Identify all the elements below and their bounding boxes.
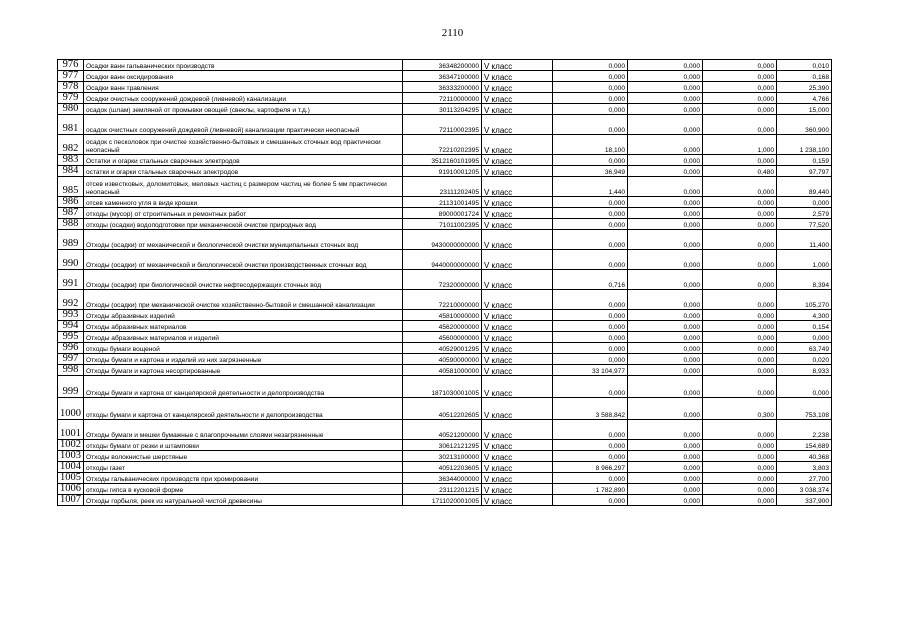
value-3: 0,000: [703, 115, 777, 135]
row-number: 996: [58, 343, 84, 354]
waste-name: Отходы (осадки) при биологической очистке нефтесодержащих сточных вод: [84, 270, 403, 290]
value-4: 15,000: [777, 104, 832, 115]
hazard-class: V класс: [482, 104, 553, 115]
row-number: 1000: [58, 398, 84, 420]
table-row: [58, 343, 832, 354]
hazard-class: V класс: [482, 177, 553, 197]
value-2: 0,000: [628, 115, 703, 135]
table-row: [58, 332, 832, 343]
table-row: [58, 376, 832, 398]
value-2: 0,000: [628, 230, 703, 250]
value-3: 0,000: [703, 155, 777, 166]
table-row: [58, 420, 832, 440]
waste-code: 45620000000: [403, 321, 482, 332]
hazard-class: V класс: [482, 495, 553, 506]
value-4: 4,300: [777, 310, 832, 321]
value-1: 0,000: [553, 115, 628, 135]
waste-name: отходы бумаги от резки и штамповки: [84, 440, 403, 451]
waste-code: 9440000000000: [403, 250, 482, 270]
hazard-class: V класс: [482, 155, 553, 166]
value-4: 11,400: [777, 230, 832, 250]
value-3: 0,000: [703, 250, 777, 270]
table-row: [58, 93, 832, 104]
table-row: [58, 115, 832, 135]
waste-code: 45600000000: [403, 332, 482, 343]
value-4: 63,749: [777, 343, 832, 354]
value-1: 0,000: [553, 60, 628, 71]
waste-name: Отходы бумаги и картона от канцелярской деятельности и делопроизводства: [84, 376, 403, 398]
row-number: 990: [58, 250, 84, 270]
value-3: 0,000: [703, 451, 777, 462]
row-number: 985: [58, 177, 84, 197]
hazard-class: V класс: [482, 270, 553, 290]
waste-name: Отходы абразивных изделий: [84, 310, 403, 321]
hazard-class: V класс: [482, 343, 553, 354]
hazard-class: V класс: [482, 332, 553, 343]
row-number: 997: [58, 354, 84, 365]
value-2: 0,000: [628, 104, 703, 115]
waste-code: 3512160101995: [403, 155, 482, 166]
value-4: 3,803: [777, 462, 832, 473]
value-2: 0,000: [628, 93, 703, 104]
value-2: 0,000: [628, 197, 703, 208]
value-4: 97,797: [777, 166, 832, 177]
waste-code: 71011002395: [403, 219, 482, 230]
value-1: 0,000: [553, 354, 628, 365]
row-number: 988: [58, 219, 84, 230]
waste-code: 72110002395: [403, 115, 482, 135]
waste-name: осадок (шлам) земляной от промывки овощей (свеклы, картофеля и т.д.): [84, 104, 403, 115]
value-3: 1,000: [703, 135, 777, 155]
waste-name: осадок очистных сооружений дождевой (ливневой) канализации практически неопасный: [84, 115, 403, 135]
value-3: 0,000: [703, 365, 777, 376]
hazard-class: V класс: [482, 250, 553, 270]
waste-name: Осадки ванн гальванических производств: [84, 60, 403, 71]
hazard-class: V класс: [482, 365, 553, 376]
value-2: 0,000: [628, 166, 703, 177]
value-2: 0,000: [628, 208, 703, 219]
row-number: 995: [58, 332, 84, 343]
value-4: 27,700: [777, 473, 832, 484]
value-2: 0,000: [628, 343, 703, 354]
value-3: 0,000: [703, 82, 777, 93]
hazard-class: V класс: [482, 115, 553, 135]
waste-name: отходы гипса в кусковой форме: [84, 484, 403, 495]
row-number: 980: [58, 104, 84, 115]
value-2: 0,000: [628, 462, 703, 473]
waste-code: 72110000000: [403, 93, 482, 104]
row-number: 987: [58, 208, 84, 219]
waste-name: Остатки и огарки стальных сварочных электродов: [84, 155, 403, 166]
waste-name: Отходы (осадки) при механической очистке хозяйственно-бытовой и смешанной канализации: [84, 290, 403, 310]
value-1: 3 588,842: [553, 398, 628, 420]
value-1: 0,000: [553, 208, 628, 219]
table-row: [58, 451, 832, 462]
value-4: 25,390: [777, 82, 832, 93]
waste-code: 40581000000: [403, 365, 482, 376]
value-1: 0,000: [553, 343, 628, 354]
hazard-class: V класс: [482, 451, 553, 462]
value-1: 0,000: [553, 473, 628, 484]
waste-code: 40590000000: [403, 354, 482, 365]
value-4: 8,394: [777, 270, 832, 290]
value-3: 0,000: [703, 354, 777, 365]
hazard-class: V класс: [482, 473, 553, 484]
table-row: [58, 197, 832, 208]
waste-code: 23112201215: [403, 484, 482, 495]
table-row: [58, 310, 832, 321]
row-number: 991: [58, 270, 84, 290]
value-2: 0,000: [628, 177, 703, 197]
waste-name: Отходы (осадки) от механической и биологической очистки муниципальных сточных вод: [84, 230, 403, 250]
value-2: 0,000: [628, 310, 703, 321]
page-number: 2110: [441, 27, 464, 39]
value-2: 0,000: [628, 290, 703, 310]
value-4: 337,900: [777, 495, 832, 506]
waste-code: 30612121295: [403, 440, 482, 451]
waste-name: Отходы абразивных материалов и изделий: [84, 332, 403, 343]
value-2: 0,000: [628, 321, 703, 332]
row-number: 977: [58, 71, 84, 82]
value-1: 0,000: [553, 197, 628, 208]
hazard-class: V класс: [482, 219, 553, 230]
value-1: 0,000: [553, 219, 628, 230]
value-2: 0,000: [628, 155, 703, 166]
row-number: 999: [58, 376, 84, 398]
table-row: [58, 270, 832, 290]
hazard-class: V класс: [482, 82, 553, 93]
row-number: 1002: [58, 440, 84, 451]
row-number: 993: [58, 310, 84, 321]
value-4: 3 038,374: [777, 484, 832, 495]
value-3: 0,000: [703, 495, 777, 506]
table-row: [58, 60, 832, 71]
value-1: 0,000: [553, 310, 628, 321]
table-row: [58, 230, 832, 250]
waste-name: Отходы (осадки) от механической и биологической очистки производственных сточных вод: [84, 250, 403, 270]
hazard-class: V класс: [482, 208, 553, 219]
hazard-class: V класс: [482, 71, 553, 82]
waste-table: [57, 59, 832, 506]
value-3: 0,000: [703, 343, 777, 354]
waste-code: 45810000000: [403, 310, 482, 321]
table-row: [58, 440, 832, 451]
value-2: 0,000: [628, 420, 703, 440]
value-2: 0,000: [628, 135, 703, 155]
row-number: 1006: [58, 484, 84, 495]
value-1: 0,000: [553, 451, 628, 462]
waste-code: 1871030001005: [403, 376, 482, 398]
waste-name: отходы (мусор) от строительных и ремонтных работ: [84, 208, 403, 219]
value-4: 0,168: [777, 71, 832, 82]
value-4: 77,520: [777, 219, 832, 230]
waste-name: отходы бумаги и картона от канцелярской деятельности и делопроизводства: [84, 398, 403, 420]
value-1: 0,000: [553, 440, 628, 451]
table-row: [58, 71, 832, 82]
row-number: 998: [58, 365, 84, 376]
hazard-class: V класс: [482, 93, 553, 104]
value-1: 0,716: [553, 270, 628, 290]
value-1: 1,440: [553, 177, 628, 197]
value-3: 0,480: [703, 166, 777, 177]
value-3: 0,000: [703, 290, 777, 310]
value-2: 0,000: [628, 250, 703, 270]
value-3: 0,000: [703, 177, 777, 197]
waste-name: Отходы бумаги и картона и изделий из них загрязненные: [84, 354, 403, 365]
hazard-class: V класс: [482, 135, 553, 155]
hazard-class: V класс: [482, 484, 553, 495]
waste-code: 36347100000: [403, 71, 482, 82]
value-3: 0,000: [703, 230, 777, 250]
value-1: 18,100: [553, 135, 628, 155]
value-3: 0,000: [703, 270, 777, 290]
table-row: [58, 484, 832, 495]
waste-name: Отходы горбыля, реек из натуральной чистой древесины: [84, 495, 403, 506]
row-number: 979: [58, 93, 84, 104]
value-4: 105,270: [777, 290, 832, 310]
value-3: 0,000: [703, 440, 777, 451]
value-3: 0,000: [703, 484, 777, 495]
value-4: 2,579: [777, 208, 832, 219]
value-1: 0,000: [553, 495, 628, 506]
waste-code: 36348200000: [403, 60, 482, 71]
value-3: 0,000: [703, 93, 777, 104]
value-4: 4,766: [777, 93, 832, 104]
table-row: [58, 250, 832, 270]
table-row: [58, 462, 832, 473]
value-3: 0,000: [703, 420, 777, 440]
value-4: 89,440: [777, 177, 832, 197]
table-row: [58, 135, 832, 155]
value-2: 0,000: [628, 60, 703, 71]
waste-name: отходы бумаги вощеной: [84, 343, 403, 354]
value-1: 0,000: [553, 321, 628, 332]
waste-code: 72320000000: [403, 270, 482, 290]
row-number: 994: [58, 321, 84, 332]
value-3: 0,000: [703, 197, 777, 208]
row-number: 1005: [58, 473, 84, 484]
table-row: [58, 166, 832, 177]
waste-name: Отходы бумаги и мешки бумажные с влагопрочными слоями незагрязненные: [84, 420, 403, 440]
value-1: 0,000: [553, 93, 628, 104]
waste-code: 40512202605: [403, 398, 482, 420]
value-3: 0,000: [703, 321, 777, 332]
hazard-class: V класс: [482, 376, 553, 398]
waste-code: 9430000000000: [403, 230, 482, 250]
value-1: 0,000: [553, 230, 628, 250]
waste-code: 72210202395: [403, 135, 482, 155]
table-row: [58, 365, 832, 376]
waste-name: отходы газет: [84, 462, 403, 473]
value-2: 0,000: [628, 376, 703, 398]
waste-name: Осадки очистных сооружений дождевой (ливневой) канализации: [84, 93, 403, 104]
row-number: 976: [58, 60, 84, 71]
hazard-class: V класс: [482, 60, 553, 71]
value-4: 753,108: [777, 398, 832, 420]
waste-name: Осадки ванн травления: [84, 82, 403, 93]
value-4: 1,000: [777, 250, 832, 270]
value-2: 0,000: [628, 473, 703, 484]
value-2: 0,000: [628, 354, 703, 365]
waste-code: 30113204295: [403, 104, 482, 115]
table-row: [58, 398, 832, 420]
row-number: 983: [58, 155, 84, 166]
value-4: 40,368: [777, 451, 832, 462]
table-row: [58, 290, 832, 310]
value-3: 0,000: [703, 60, 777, 71]
row-number: 989: [58, 230, 84, 250]
waste-name: Осадки ванн оксидирования: [84, 71, 403, 82]
waste-name: Отходы гальванических производств при хромировании: [84, 473, 403, 484]
hazard-class: V класс: [482, 440, 553, 451]
waste-code: 1711020001005: [403, 495, 482, 506]
value-2: 0,000: [628, 270, 703, 290]
value-2: 0,000: [628, 495, 703, 506]
row-number: 981: [58, 115, 84, 135]
value-3: 0,000: [703, 376, 777, 398]
value-3: 0,000: [703, 310, 777, 321]
value-1: 0,000: [553, 420, 628, 440]
value-4: 0,010: [777, 60, 832, 71]
hazard-class: V класс: [482, 290, 553, 310]
hazard-class: V класс: [482, 310, 553, 321]
table-row: [58, 321, 832, 332]
value-1: 0,000: [553, 332, 628, 343]
waste-name: остатки и огарки стальных сварочных электродов: [84, 166, 403, 177]
value-2: 0,000: [628, 82, 703, 93]
hazard-class: V класс: [482, 354, 553, 365]
hazard-class: V класс: [482, 166, 553, 177]
value-4: 0,000: [777, 197, 832, 208]
row-number: 978: [58, 82, 84, 93]
value-3: 0,000: [703, 332, 777, 343]
waste-code: 72210000000: [403, 290, 482, 310]
value-3: 0,300: [703, 398, 777, 420]
waste-name: Отходы волокнистые шерстяные: [84, 451, 403, 462]
value-4: 154,689: [777, 440, 832, 451]
value-1: 33 104,977: [553, 365, 628, 376]
waste-code: 40529001295: [403, 343, 482, 354]
hazard-class: V класс: [482, 462, 553, 473]
table-row: [58, 155, 832, 166]
value-1: 0,000: [553, 250, 628, 270]
value-4: 0,000: [777, 376, 832, 398]
value-2: 0,000: [628, 398, 703, 420]
table-row: [58, 219, 832, 230]
value-1: 0,000: [553, 104, 628, 115]
waste-code: 30213100000: [403, 451, 482, 462]
waste-code: 91910001205: [403, 166, 482, 177]
value-2: 0,000: [628, 484, 703, 495]
waste-code: 89000001724: [403, 208, 482, 219]
hazard-class: V класс: [482, 197, 553, 208]
table-row: [58, 177, 832, 197]
waste-code: 21131001495: [403, 197, 482, 208]
value-1: 0,000: [553, 376, 628, 398]
waste-name: Отходы абразивных материалов: [84, 321, 403, 332]
table-row: [58, 104, 832, 115]
value-1: 0,000: [553, 290, 628, 310]
table-row: [58, 354, 832, 365]
hazard-class: V класс: [482, 398, 553, 420]
table-row: [58, 82, 832, 93]
value-1: 36,949: [553, 166, 628, 177]
waste-code: 40521200000: [403, 420, 482, 440]
value-4: 0,020: [777, 354, 832, 365]
table-row: [58, 495, 832, 506]
row-number: 1007: [58, 495, 84, 506]
row-number: 1004: [58, 462, 84, 473]
waste-code: 36344000000: [403, 473, 482, 484]
value-2: 0,000: [628, 71, 703, 82]
hazard-class: V класс: [482, 230, 553, 250]
hazard-class: V класс: [482, 420, 553, 440]
value-2: 0,000: [628, 451, 703, 462]
waste-name: осадок с песколовок при очистке хозяйственно-бытовых и смешанных сточных вод практически неопасный: [84, 135, 403, 155]
value-2: 0,000: [628, 365, 703, 376]
table-row: [58, 208, 832, 219]
row-number: 982: [58, 135, 84, 155]
value-4: 8,933: [777, 365, 832, 376]
value-2: 0,000: [628, 440, 703, 451]
row-number: 1001: [58, 420, 84, 440]
value-4: 0,000: [777, 332, 832, 343]
value-2: 0,000: [628, 219, 703, 230]
value-2: 0,000: [628, 332, 703, 343]
value-1: 0,000: [553, 82, 628, 93]
waste-name: отсев известковых, доломитовых, меловых частиц с размером частиц не более 5 мм практически неопасный: [84, 177, 403, 197]
table-row: [58, 473, 832, 484]
value-3: 0,000: [703, 104, 777, 115]
value-3: 0,000: [703, 462, 777, 473]
value-4: 2,238: [777, 420, 832, 440]
value-4: 0,159: [777, 155, 832, 166]
value-1: 8 966,297: [553, 462, 628, 473]
row-number: 984: [58, 166, 84, 177]
row-number: 1003: [58, 451, 84, 462]
waste-name: отходы (осадки) водоподготовки при механической очистке природных вод: [84, 219, 403, 230]
value-3: 0,000: [703, 208, 777, 219]
value-1: 0,000: [553, 155, 628, 166]
row-number: 986: [58, 197, 84, 208]
value-1: 0,000: [553, 71, 628, 82]
value-4: 1 238,100: [777, 135, 832, 155]
hazard-class: V класс: [482, 321, 553, 332]
value-1: 1 782,890: [553, 484, 628, 495]
waste-code: 40512203605: [403, 462, 482, 473]
waste-name: отсев каменного угля в виде крошки: [84, 197, 403, 208]
value-3: 0,000: [703, 71, 777, 82]
value-4: 0,154: [777, 321, 832, 332]
row-number: 992: [58, 290, 84, 310]
value-3: 0,000: [703, 219, 777, 230]
value-3: 0,000: [703, 473, 777, 484]
waste-code: 23111202405: [403, 177, 482, 197]
waste-name: Отходы бумаги и картона несортированные: [84, 365, 403, 376]
waste-code: 36333200000: [403, 82, 482, 93]
value-4: 360,900: [777, 115, 832, 135]
